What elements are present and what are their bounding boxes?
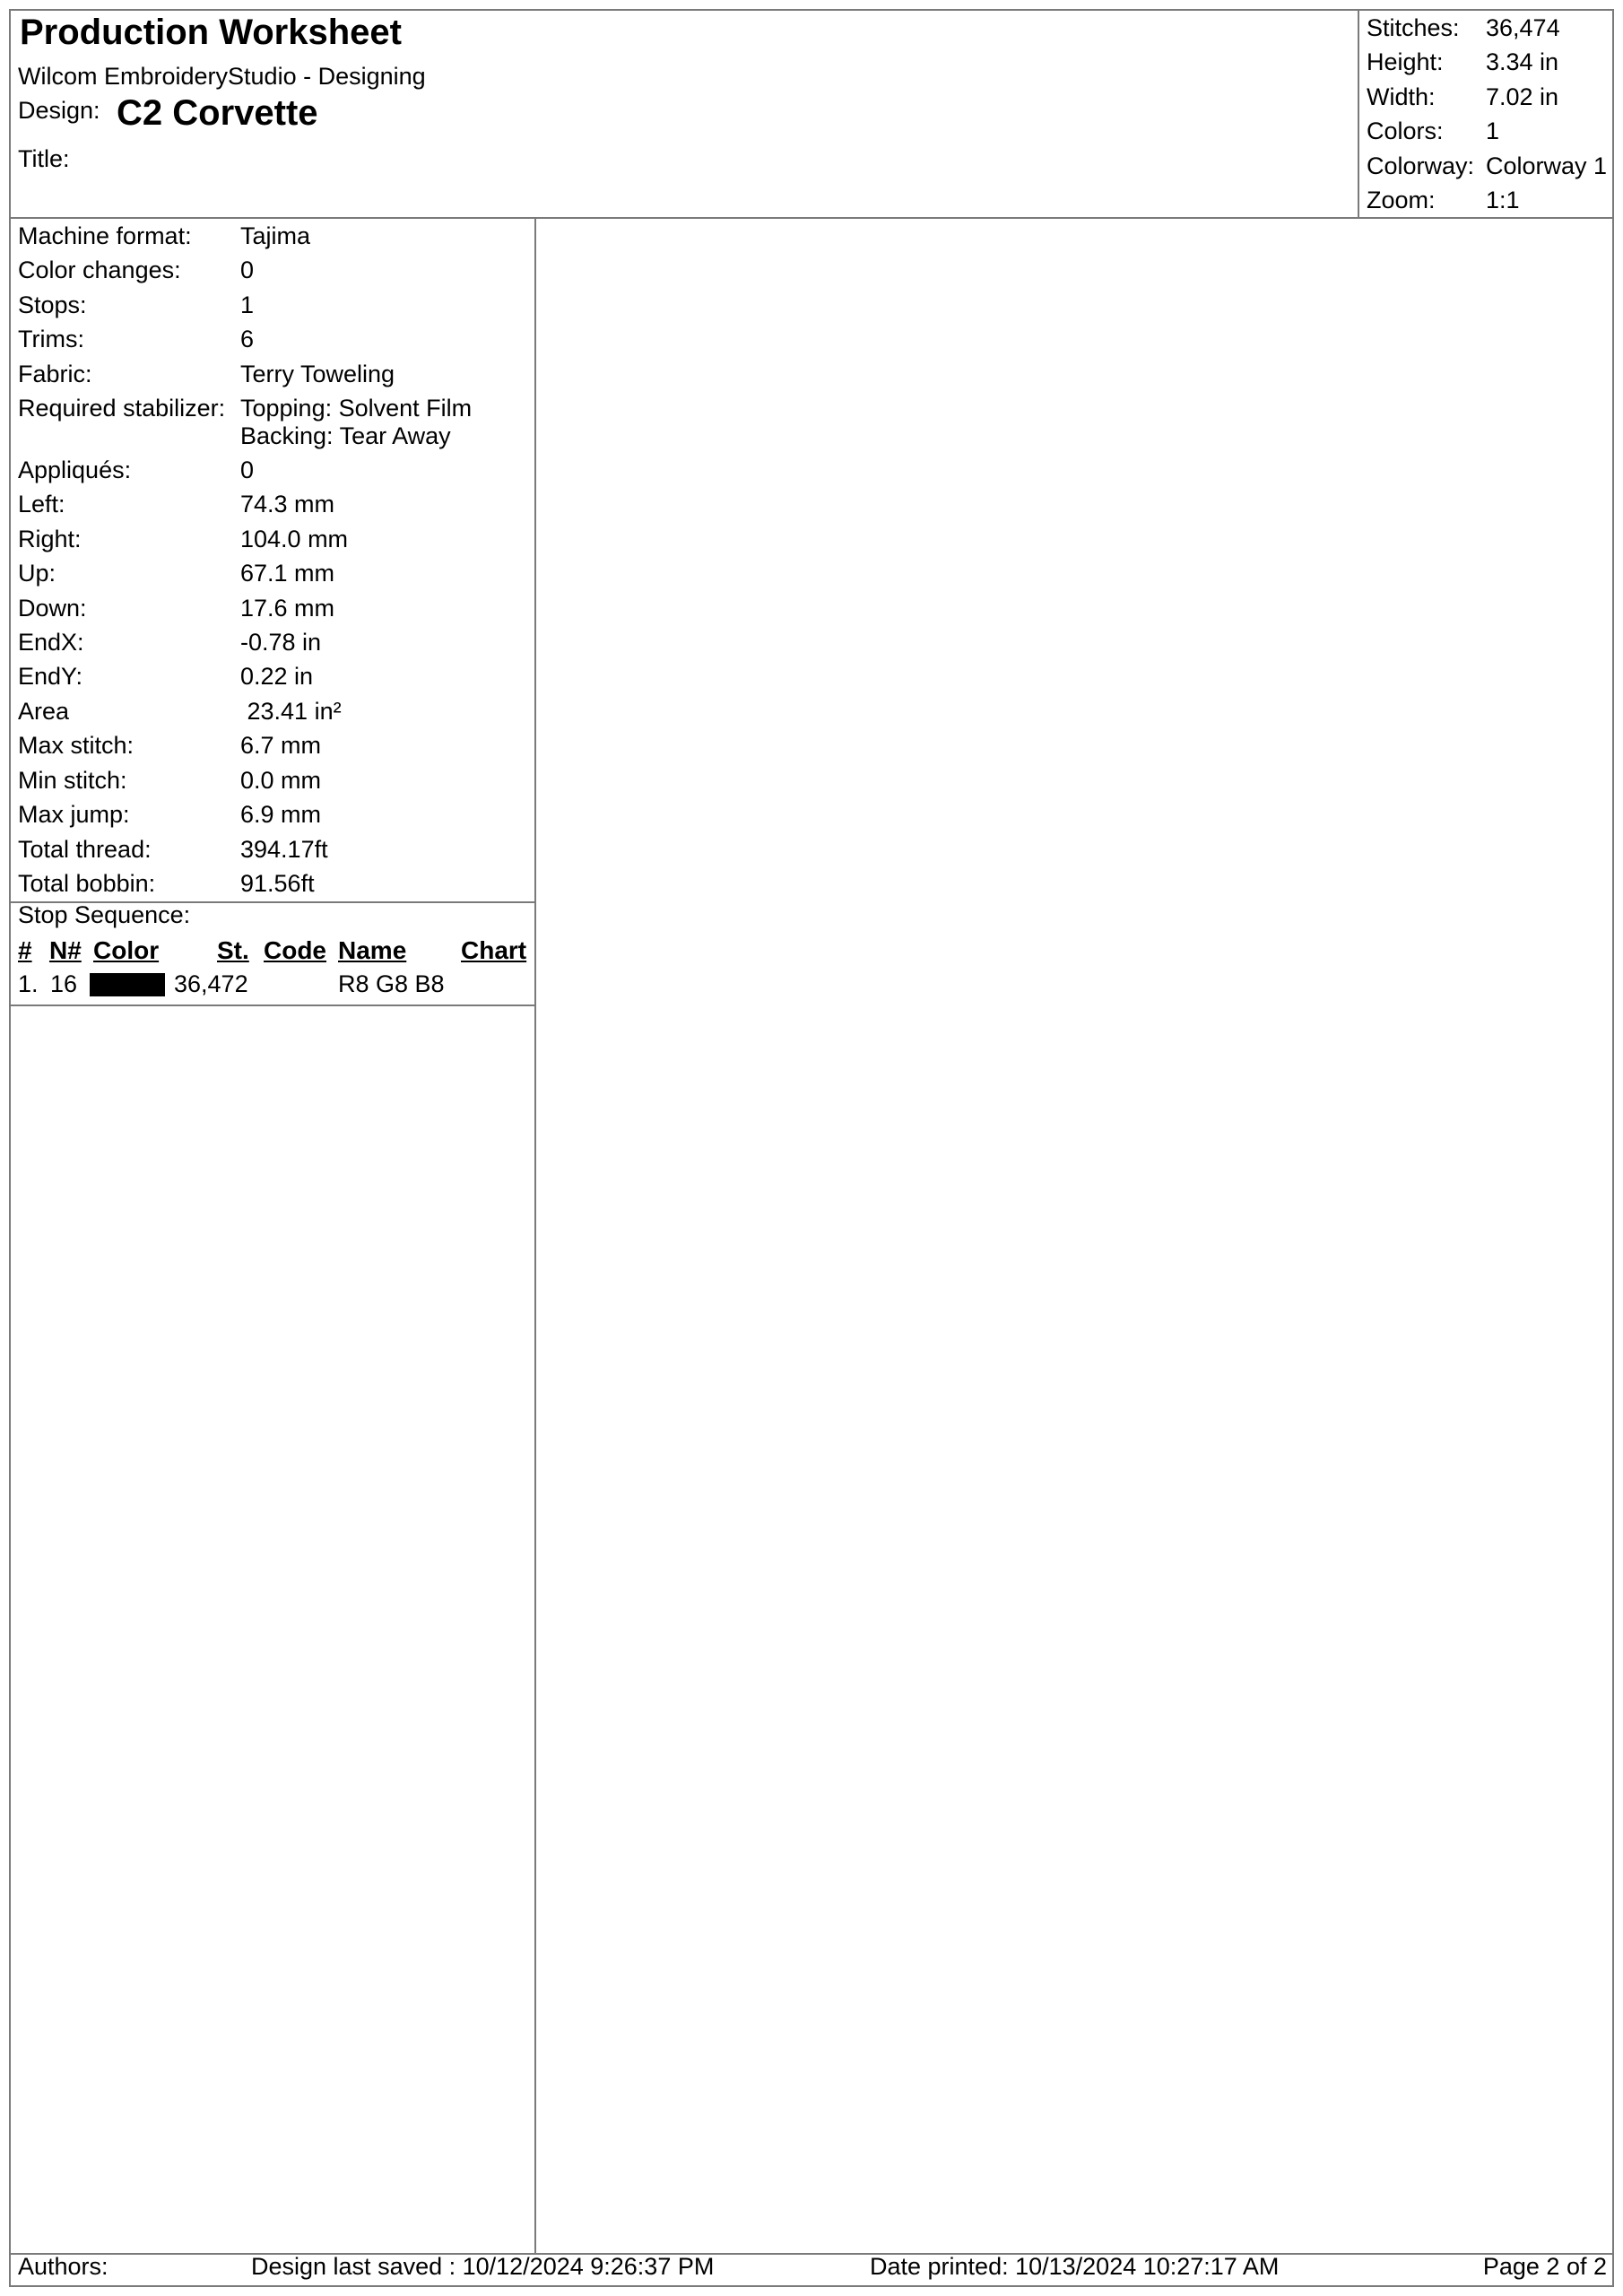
property-row — [11, 391, 534, 453]
stop-row-needle: 16 — [50, 970, 78, 997]
property-row — [11, 522, 534, 556]
color-swatch — [90, 973, 165, 996]
summary-row-width — [1359, 80, 1616, 115]
summary-label: Height: — [1367, 48, 1444, 76]
title-label: Title: — [18, 145, 70, 172]
column-header-stitches: St. — [217, 936, 249, 964]
property-label: Appliqués: — [18, 457, 132, 484]
summary-row-zoom — [1359, 184, 1616, 219]
property-value: 6 — [240, 326, 255, 353]
property-label: Area — [18, 697, 70, 725]
column-header-needle: N# — [49, 936, 82, 964]
column-header-chart: Chart — [461, 936, 527, 964]
summary-row-colorway — [1359, 149, 1616, 184]
design-label: Design: — [18, 97, 100, 124]
page-number: Page 2 of 2 — [1482, 2253, 1607, 2280]
property-value: Topping: Solvent Film Backing: Tear Away — [240, 395, 473, 450]
property-label: Max jump: — [18, 801, 130, 829]
stop-sequence-title: Stop Sequence: — [18, 901, 191, 928]
property-row — [11, 659, 534, 693]
property-value: 74.3 mm — [240, 491, 335, 518]
property-value: Terry Toweling — [240, 360, 395, 387]
summary-label: Colors: — [1367, 117, 1444, 145]
property-label: Required stabilizer: — [18, 395, 226, 422]
software-name: Wilcom EmbroideryStudio - Designing — [18, 63, 426, 90]
property-row — [11, 487, 534, 521]
page-title: Production Worksheet — [20, 13, 402, 52]
property-value: 0 — [240, 257, 255, 284]
property-value: Tajima — [240, 222, 311, 249]
summary-value: 36,474 — [1486, 13, 1560, 41]
stop-row-name: R8 G8 B8 — [338, 970, 445, 997]
property-row — [11, 357, 534, 391]
summary-row-stitches — [1359, 11, 1616, 46]
column-header-name: Name — [338, 936, 407, 964]
property-row — [11, 253, 534, 287]
property-row — [11, 832, 534, 866]
property-value: 104.0 mm — [240, 525, 349, 552]
summary-label: Zoom: — [1367, 187, 1436, 214]
property-value: 17.6 mm — [240, 594, 335, 622]
property-label: Machine format: — [18, 222, 192, 249]
column-header-code: Code — [264, 936, 326, 964]
property-value: 0.22 in — [240, 663, 314, 691]
column-header-number: # — [18, 936, 32, 964]
property-label: EndX: — [18, 629, 84, 657]
property-value: 91.56ft — [240, 869, 315, 897]
stop-row-number: 1. — [18, 970, 39, 997]
summary-row-height — [1359, 46, 1616, 81]
property-value: 1 — [240, 291, 255, 318]
design-properties — [11, 219, 534, 900]
property-row — [11, 556, 534, 590]
authors-label: Authors: — [18, 2253, 108, 2280]
property-label: Fabric: — [18, 360, 92, 387]
property-row — [11, 797, 534, 831]
property-label: Stops: — [18, 291, 87, 318]
summary-row-colors — [1359, 115, 1616, 150]
design-summary — [1359, 11, 1616, 218]
summary-value: 1 — [1486, 117, 1500, 145]
property-value: -0.78 in — [240, 629, 322, 657]
property-value: 6.7 mm — [240, 732, 322, 760]
property-row — [11, 453, 534, 487]
property-label: Total thread: — [18, 835, 152, 863]
summary-label: Stitches: — [1367, 13, 1460, 41]
date-printed: Date printed: 10/13/2024 10:27:17 AM — [870, 2253, 1280, 2280]
property-row — [11, 288, 534, 322]
property-label: Right: — [18, 525, 82, 552]
design-last-saved: Design last saved : 10/12/2024 9:26:37 PM — [251, 2253, 715, 2280]
design-name: C2 Corvette — [117, 93, 318, 133]
property-label: Max stitch: — [18, 732, 135, 760]
summary-value: 7.02 in — [1486, 83, 1559, 110]
property-value: 6.9 mm — [240, 801, 322, 829]
property-label: Up: — [18, 560, 56, 587]
property-label: Min stitch: — [18, 766, 127, 794]
stop-sequence-divider — [11, 1004, 535, 1006]
property-value: 0.0 mm — [240, 766, 322, 794]
summary-label: Colorway: — [1367, 152, 1475, 179]
property-label: Total bobbin: — [18, 869, 156, 897]
property-row — [11, 763, 534, 797]
property-row — [11, 866, 534, 900]
property-value: 23.41 in² — [240, 697, 342, 725]
property-row — [11, 219, 534, 253]
property-row — [11, 625, 534, 659]
property-row — [11, 322, 534, 356]
summary-value: Colorway 1 — [1486, 152, 1608, 179]
property-label: Left: — [18, 491, 65, 518]
property-value: 394.17ft — [240, 835, 328, 863]
summary-value: 1:1 — [1486, 187, 1520, 214]
property-label: Down: — [18, 594, 87, 622]
summary-value: 3.34 in — [1486, 48, 1559, 76]
left-panel-divider — [534, 218, 536, 2254]
property-row — [11, 591, 534, 625]
property-row — [11, 694, 534, 728]
property-label: Trims: — [18, 326, 84, 353]
property-row — [11, 728, 534, 762]
stop-row-stitches: 36,472 — [174, 970, 248, 997]
worksheet-page — [9, 9, 1614, 2287]
property-value: 0 — [240, 457, 255, 484]
column-header-color: Color — [93, 936, 160, 964]
summary-label: Width: — [1367, 83, 1436, 110]
property-label: Color changes: — [18, 257, 181, 284]
property-value: 67.1 mm — [240, 560, 335, 587]
property-label: EndY: — [18, 663, 83, 691]
